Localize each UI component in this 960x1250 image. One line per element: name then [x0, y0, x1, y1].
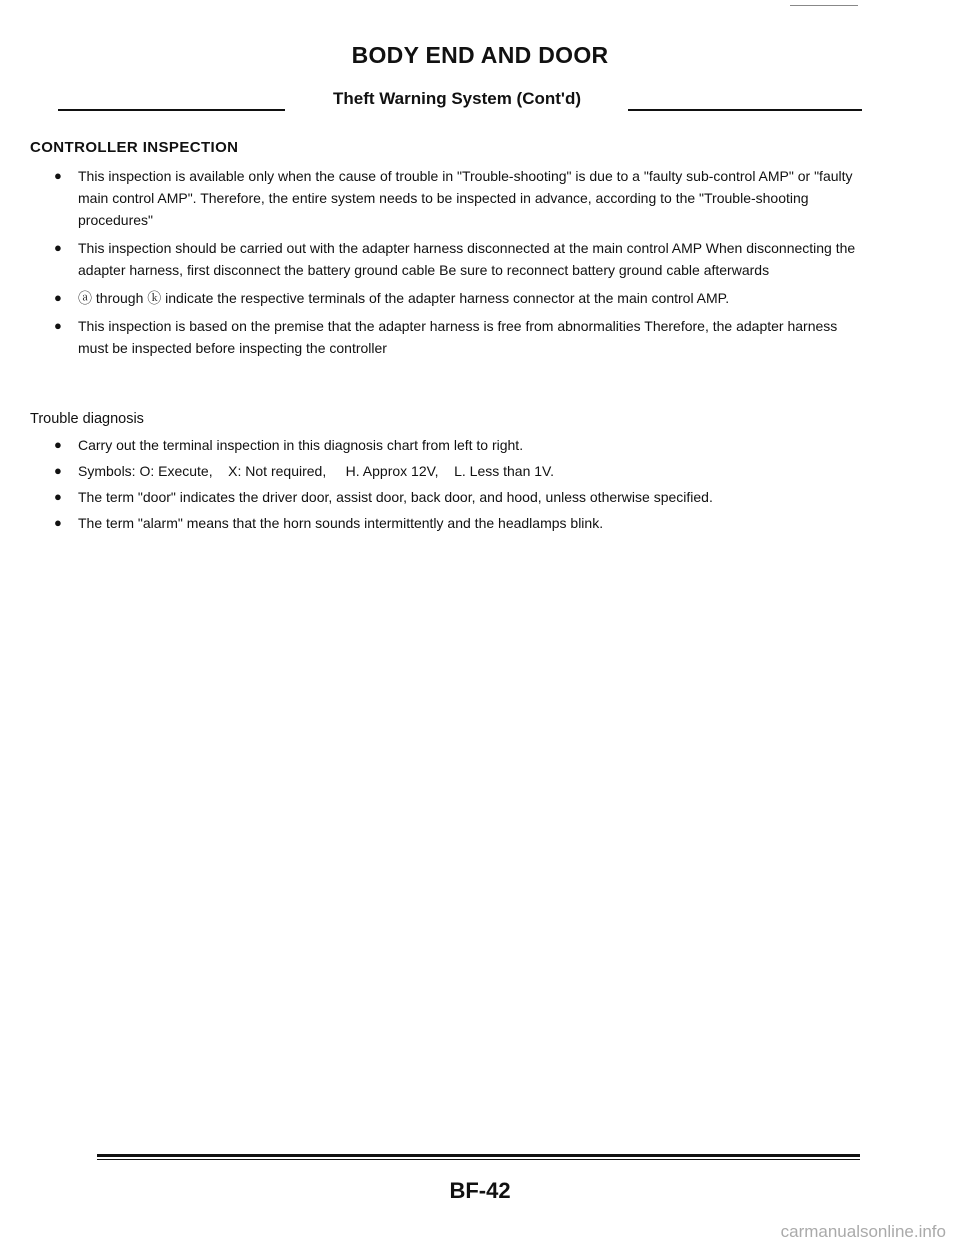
section-rule-left: [58, 109, 285, 111]
page-number: BF-42: [449, 1178, 511, 1203]
watermark-link[interactable]: carmanualsonline.info: [780, 1222, 946, 1241]
bullet-icon: ●: [54, 463, 62, 478]
list-item-text: The term "alarm" means that the horn sounds intermittently and the headlamps blink.: [78, 515, 604, 531]
footer-rule: [97, 1154, 860, 1157]
list-item: [54, 486, 864, 508]
list-item: [54, 165, 864, 231]
trouble-diagnosis-section: [30, 408, 864, 538]
list-item: [54, 434, 864, 456]
list-item-text: This inspection is based on the premise that the adapter harness is free from abnormalities Therefore, the adapter harness must be inspected before inspecting the controller: [78, 318, 838, 356]
chapter-title: BODY END AND DOOR: [351, 42, 609, 68]
list-item: [54, 287, 864, 309]
bullet-icon: ●: [54, 489, 62, 504]
corner-mark: [790, 5, 858, 6]
footer-rule-thin: [97, 1159, 860, 1160]
controller-inspection-heading: CONTROLLER INSPECTION: [30, 139, 239, 156]
list-item-text: Carry out the terminal inspection in this diagnosis chart from left to right.: [78, 437, 524, 453]
list-item: [54, 315, 864, 359]
trouble-diagnosis-heading: Trouble diagnosis: [30, 411, 144, 427]
trouble-diagnosis-list: [54, 434, 864, 534]
bullet-icon: ●: [54, 240, 62, 255]
section-title: Theft Warning System (Cont'd): [332, 89, 581, 108]
bullet-icon: ●: [54, 318, 62, 333]
section-rule-right: [628, 109, 862, 111]
list-item-text: ⓐ through ⓚ indicate the respective terminals of the adapter harness connector at the main control AMP.: [78, 290, 730, 306]
bullet-icon: ●: [54, 515, 62, 530]
list-item-text: This inspection is available only when the cause of trouble in "Trouble-shooting" is due to a "faulty sub-control AMP" or "faulty main control AMP". Therefore, the entire system needs to be inspected in advance, according to the "Trouble-shooting procedures": [78, 168, 853, 228]
bullet-icon: ●: [54, 290, 62, 305]
list-item: [54, 237, 864, 281]
list-item-text: This inspection should be carried out with the adapter harness disconnected at the main control AMP When disconnecting the adapter harness, first disconnect the battery ground cable Be sure to reconnect battery ground cable afterwards: [78, 240, 856, 278]
controller-inspection-list: [54, 165, 864, 365]
bullet-icon: ●: [54, 437, 62, 452]
list-item-text: Symbols: O: Execute, X: Not required, H. Approx 12V, L. Less than 1V.: [78, 463, 554, 479]
section-header: [58, 88, 862, 116]
list-item-text: The term "door" indicates the driver door, assist door, back door, and hood, unless otherwise specified.: [78, 489, 713, 505]
list-item: [54, 460, 864, 482]
bullet-icon: ●: [54, 168, 62, 183]
list-item: [54, 512, 864, 534]
